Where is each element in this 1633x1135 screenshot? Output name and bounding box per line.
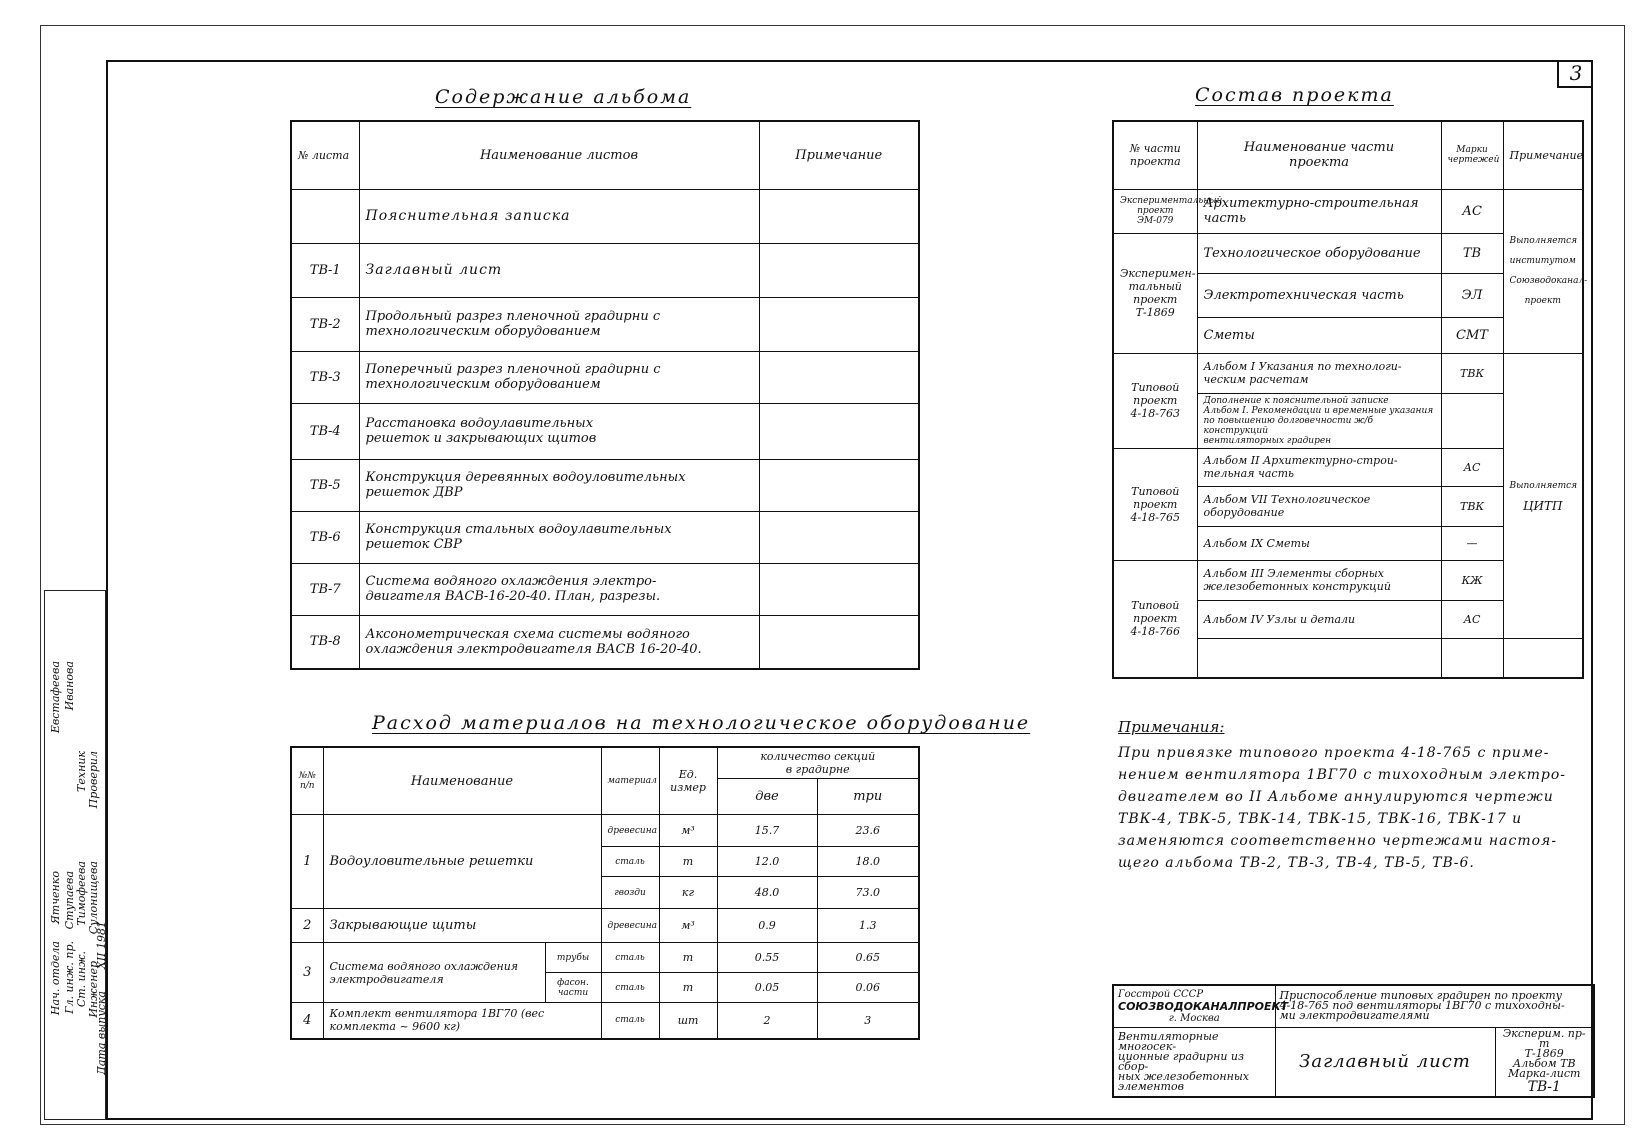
contents-note: [759, 351, 919, 403]
contents-name: Конструкция стальных водоулавительных решеток СВР: [359, 511, 759, 563]
part-name: Альбом IV Узлы и детали: [1197, 600, 1441, 638]
part-4-18-766: Типовой проект 4-18-766: [1113, 560, 1197, 678]
unit: шт: [659, 1003, 717, 1039]
part-name: [1197, 638, 1441, 678]
contents-num: ТВ-8: [291, 615, 359, 669]
qty-two: 0.55: [717, 943, 817, 973]
contents-note: [759, 615, 919, 669]
item-name: Комплект вентилятора 1ВГ70 (вес комплекта ~ 9600 кг): [323, 1003, 601, 1039]
col-item-num: №№ п/п: [291, 747, 323, 815]
name-1: Ятченко: [49, 871, 62, 925]
stamp-org: Госстрой СССР СОЮЗВОДОКАНАЛПРОЕКТ г. Москва: [1113, 985, 1275, 1027]
role-3: Ст. инж.: [75, 951, 88, 1008]
qty-two: 0.9: [717, 909, 817, 943]
unit: м³: [659, 909, 717, 943]
note-line: щего альбома ТВ-2, ТВ-3, ТВ-4, ТВ-5, ТВ-6.: [1118, 855, 1475, 871]
contents-num: ТВ-3: [291, 351, 359, 403]
part-mark: АС: [1441, 448, 1503, 486]
release-date: XII 1981: [95, 921, 108, 970]
contents-note: [759, 511, 919, 563]
col-two: две: [717, 779, 817, 815]
item-name: Система водяного охлаждения электродвигателя: [323, 943, 545, 1003]
part-4-18-763: Типовой проект 4-18-763: [1113, 353, 1197, 448]
notes-title: Примечания:: [1118, 718, 1225, 736]
signature-sidebar: [44, 590, 106, 1120]
unit: кг: [659, 877, 717, 909]
contents-name: Поперечный разрез пленочной градирни с технологическим оборудованием: [359, 351, 759, 403]
part-name: Электротехническая часть: [1197, 273, 1441, 317]
qty-two: 0.05: [717, 973, 817, 1003]
material: сталь: [601, 973, 659, 1003]
contents-name: Заглавный лист: [359, 243, 759, 297]
sheet-number: 3: [1557, 60, 1593, 88]
material: сталь: [601, 847, 659, 877]
part-name: Альбом I Указания по технологи- ческим расчетам: [1197, 353, 1441, 393]
role-2: Гл. инж. пр.: [63, 941, 76, 1014]
part-name: Альбом IX Сметы: [1197, 526, 1441, 560]
part-4-18-765: Типовой проект 4-18-765: [1113, 448, 1197, 560]
item-num: 4: [291, 1003, 323, 1039]
contents-note: [759, 297, 919, 351]
part-name: Альбом VII Технологическое оборудование: [1197, 486, 1441, 526]
contents-num: ТВ-1: [291, 243, 359, 297]
contents-name: Конструкция деревянных водоуловительных решеток ДВР: [359, 459, 759, 511]
part-mark: [1441, 638, 1503, 678]
unit: т: [659, 943, 717, 973]
contents-num: ТВ-5: [291, 459, 359, 511]
stamp-object: Вентиляторные многосек- ционные градирни из сбор- ных железобетонных элементов: [1113, 1027, 1275, 1097]
contents-num: ТВ-4: [291, 403, 359, 459]
note-line: заменяются соответственно чертежами настоя-: [1118, 833, 1558, 849]
contents-table: [290, 120, 920, 670]
contents-name: Расстановка водоулавительных решеток и закрывающих щитов: [359, 403, 759, 459]
qty-two: 48.0: [717, 877, 817, 909]
note-line: ТВК-4, ТВК-5, ТВК-14, ТВК-15, ТВК-16, ТВК-17 и: [1118, 811, 1523, 827]
composition-table: [1112, 120, 1588, 679]
contents-name: Система водяного охлаждения электро- двигателя ВАСВ-16-20-40. План, разрезы.: [359, 563, 759, 615]
part-mark: —: [1441, 526, 1503, 560]
notes-body: [1118, 742, 1588, 874]
qty-three: 73.0: [817, 877, 919, 909]
name2-2: Иванова: [63, 661, 76, 711]
note-line: нением вентилятора 1ВГ70 с тихоходным электро-: [1118, 767, 1566, 783]
col-sheet-name: Наименование листов: [359, 121, 759, 189]
qty-three: 18.0: [817, 847, 919, 877]
unit: т: [659, 847, 717, 877]
contents-note: [759, 243, 919, 297]
qty-two: 12.0: [717, 847, 817, 877]
part-name: Альбом III Элементы сборных железобетонных конструкций: [1197, 560, 1441, 600]
stamp-project-title: Приспособление типовых градирен по проекту 4-18-765 под вентиляторы 1ВГ70 с тихоходны- ми электродвигателями: [1275, 985, 1594, 1027]
sub-item: трубы: [545, 943, 601, 973]
part-name: Дополнение к пояснительной записке Альбом I. Рекомендации и временные указания по повышению долговечности ж/б конструкций вентиляторных градирен: [1197, 393, 1441, 448]
contents-num: ТВ-7: [291, 563, 359, 615]
note-line: двигателем во II Альбоме аннулируются чертежи: [1118, 789, 1554, 805]
col-item-name: Наименование: [323, 747, 601, 815]
item-num: 3: [291, 943, 323, 1003]
qty-two: 15.7: [717, 815, 817, 847]
materials-heading: Расход материалов на технологическое оборудование: [372, 712, 1031, 734]
item-name: Закрывающие щиты: [323, 909, 601, 943]
title-block: [1112, 984, 1595, 1098]
part-em079: Экспериментальный проект ЭМ-079: [1113, 189, 1197, 233]
item-num: 1: [291, 815, 323, 909]
name2-1: Евстафеева: [49, 661, 62, 734]
role-4: Инженер: [87, 961, 100, 1018]
contents-note: [759, 459, 919, 511]
contents-num: [291, 189, 359, 243]
material: гвозди: [601, 877, 659, 909]
part-name: Технологическое оборудование: [1197, 233, 1441, 273]
col-sheet-note: Примечание: [759, 121, 919, 189]
col-note: Примечание: [1503, 121, 1583, 189]
part-mark: ТВК: [1441, 486, 1503, 526]
material: сталь: [601, 943, 659, 973]
contents-note: [759, 189, 919, 243]
release-date-label: Дата выпуска: [95, 991, 108, 1076]
col-three: три: [817, 779, 919, 815]
contents-note: [759, 563, 919, 615]
role2-2: Проверил: [87, 751, 100, 809]
note-line: При привязке типового проекта 4-18-765 с приме-: [1118, 745, 1550, 761]
col-quantity: количество секций в градирне: [717, 747, 919, 779]
composition-heading: Состав проекта: [1195, 84, 1394, 106]
material: древесина: [601, 909, 659, 943]
item-name: Водоуловительные решетки: [323, 815, 601, 909]
part-mark: АС: [1441, 600, 1503, 638]
sub-item: фасон. части: [545, 973, 601, 1003]
col-material: материал: [601, 747, 659, 815]
item-num: 2: [291, 909, 323, 943]
part-mark: КЖ: [1441, 560, 1503, 600]
contents-num: ТВ-2: [291, 297, 359, 351]
qty-three: 1.3: [817, 909, 919, 943]
contents-name: Аксонометрическая схема системы водяного охлаждения электродвигателя ВАСВ 16-20-40.: [359, 615, 759, 669]
name-3: Тимофеева: [75, 861, 88, 926]
part-name: Сметы: [1197, 317, 1441, 353]
name-2: Ступаева: [63, 871, 76, 930]
part-t1869: Эксперимен- тальный проект Т-1869: [1113, 233, 1197, 353]
material: древесина: [601, 815, 659, 847]
contents-note: [759, 403, 919, 459]
materials-table: [290, 746, 920, 1040]
role2-1: Техник: [75, 751, 88, 792]
material: сталь: [601, 1003, 659, 1039]
col-marks: Марки чертежей: [1441, 121, 1503, 189]
note-citp: Выполняется ЦИТП: [1503, 353, 1583, 638]
part-mark: СМТ: [1441, 317, 1503, 353]
col-unit: Ед. измер: [659, 747, 717, 815]
part-mark: [1441, 393, 1503, 448]
col-sheet-num: № листа: [291, 121, 359, 189]
contents-name: Продольный разрез пленочной градирни с технологическим оборудованием: [359, 297, 759, 351]
role-1: Нач. отдела: [49, 941, 62, 1016]
part-mark: ТВ: [1441, 233, 1503, 273]
part-mark: ТВК: [1441, 353, 1503, 393]
col-part: № части проекта: [1113, 121, 1197, 189]
unit: т: [659, 973, 717, 1003]
contents-name: Пояснительная записка: [359, 189, 759, 243]
contents-num: ТВ-6: [291, 511, 359, 563]
qty-three: 0.06: [817, 973, 919, 1003]
qty-three: 23.6: [817, 815, 919, 847]
qty-three: 3: [817, 1003, 919, 1039]
note-soyuz: Выполняется институтом Союзводоканал- проект: [1503, 189, 1583, 353]
name-4: Сулонищева: [87, 861, 100, 935]
part-name: Альбом II Архитектурно-строи- тельная часть: [1197, 448, 1441, 486]
part-name: Архитектурно-строительная часть: [1197, 189, 1441, 233]
qty-three: 0.65: [817, 943, 919, 973]
qty-two: 2: [717, 1003, 817, 1039]
part-mark: ЭЛ: [1441, 273, 1503, 317]
stamp-sheet-title: Заглавный лист: [1275, 1027, 1495, 1097]
unit: м³: [659, 815, 717, 847]
stamp-codes: Эксперим. пр-т Т-1869 Альбом ТВ Марка-лист ТВ-1: [1495, 1027, 1594, 1097]
contents-heading: Содержание альбома: [435, 86, 692, 108]
col-part-name: Наименование части проекта: [1197, 121, 1441, 189]
part-mark: АС: [1441, 189, 1503, 233]
